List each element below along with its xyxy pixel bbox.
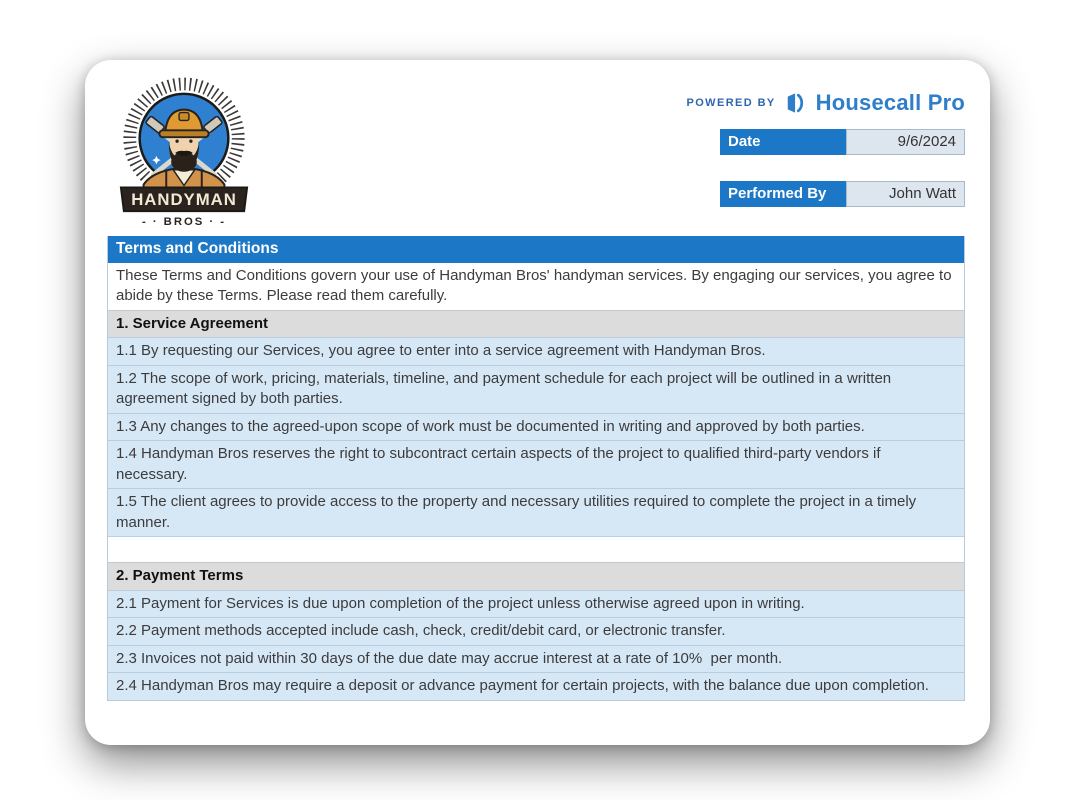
terms-title-bar: Terms and Conditions [108, 236, 964, 263]
clause-row: 1.1 By requesting our Services, you agree to enter into a service agreement with Handyman Bros. [108, 337, 964, 365]
clause-row: 2.4 Handyman Bros may require a deposit or advance payment for certain projects, with the balance due upon completion. [108, 672, 964, 700]
clause-row: 2.2 Payment methods accepted include cash, check, credit/debit card, or electronic transfer. [108, 617, 964, 645]
performed-by-value-field[interactable]: John Watt [846, 181, 965, 207]
performed-by-label: Performed By [720, 181, 846, 207]
clause-row: 1.4 Handyman Bros reserves the right to subcontract certain aspects of the project to qualified third-party vendors if necessary. [108, 440, 964, 488]
performed-by-field-row [720, 181, 965, 207]
clause-row: 1.3 Any changes to the agreed-upon scope of work must be documented in writing and approved by both parties. [108, 413, 964, 441]
logo-subtitle: - · BROS · - [141, 215, 227, 228]
document-card [85, 60, 990, 745]
powered-by-brand-line [686, 89, 965, 117]
clause-row: 1.2 The scope of work, pricing, materials, timeline, and payment schedule for each project will be outlined in a written agreement signed by both parties. [108, 365, 964, 413]
date-value-field[interactable]: 9/6/2024 [846, 129, 965, 155]
clause-row: 2.3 Invoices not paid within 30 days of the due date may accrue interest at a rate of 10% per month. [108, 645, 964, 673]
handyman-bros-logo-graphic [115, 73, 253, 229]
brand-name: Housecall Pro [815, 90, 965, 115]
section-heading: 2. Payment Terms [108, 562, 964, 590]
date-label: Date [720, 129, 846, 155]
clause-row: 2.1 Payment for Services is due upon completion of the project unless otherwise agreed upon in writing. [108, 590, 964, 618]
logo-title: HANDYMAN [131, 190, 237, 210]
section-spacer-row [108, 536, 964, 562]
housecall-pro-icon [785, 91, 807, 115]
terms-table [107, 236, 965, 701]
clause-row: 1.5 The client agrees to provide access to the property and necessary utilities required to complete the project in a timely manner. [108, 488, 964, 536]
date-field-row [720, 129, 965, 155]
section-heading: 1. Service Agreement [108, 310, 964, 338]
company-logo [115, 73, 253, 229]
powered-by-label: POWERED BY [686, 97, 776, 109]
terms-intro: These Terms and Conditions govern your use of Handyman Bros' handyman services. By engaging our services, you agree to abide by these Terms. Please read them carefully. [108, 263, 964, 310]
